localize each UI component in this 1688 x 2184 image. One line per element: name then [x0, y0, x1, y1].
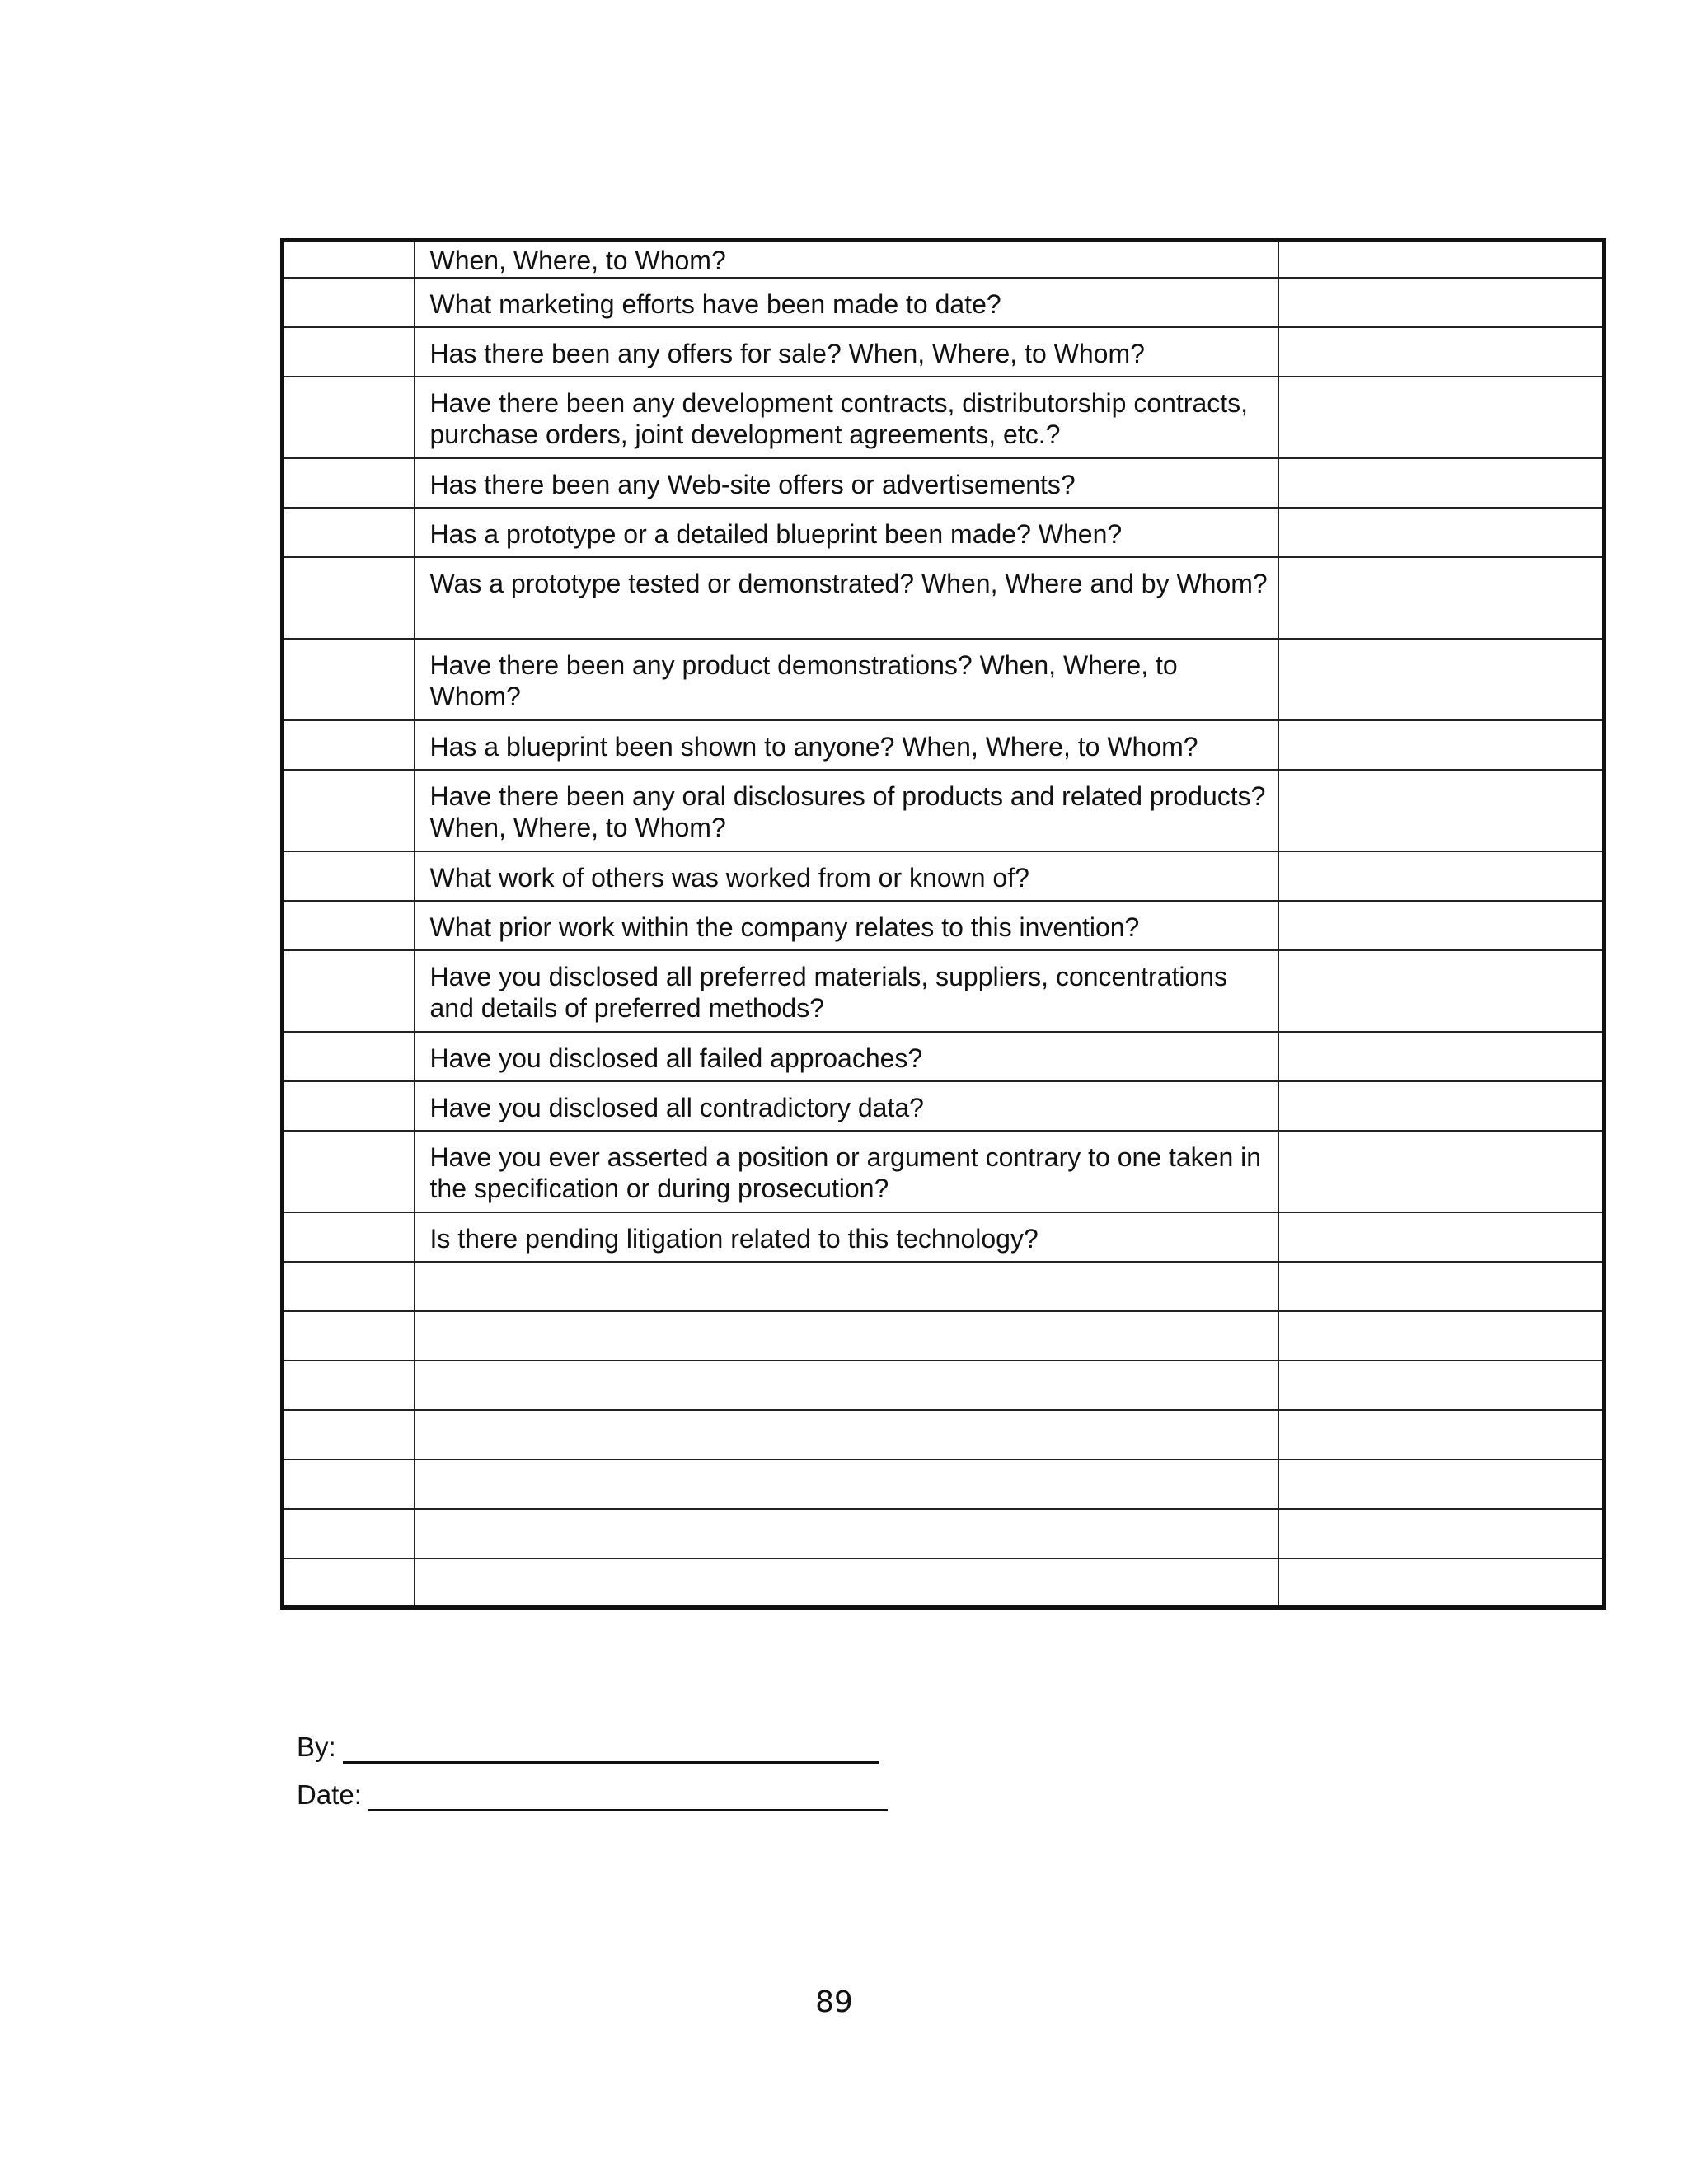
question-cell: When, Where, to Whom?	[415, 241, 1278, 278]
row-number-cell	[283, 1032, 415, 1081]
table-row	[283, 1361, 1605, 1410]
page-number: 89	[815, 1985, 853, 2019]
table-row	[283, 639, 1605, 720]
date-signature-line[interactable]	[368, 1784, 888, 1811]
answer-cell	[1278, 1361, 1605, 1410]
row-number-cell	[283, 639, 415, 720]
table-row	[283, 327, 1605, 377]
answer-cell	[1278, 1311, 1605, 1361]
row-number-cell	[283, 1311, 415, 1361]
answer-cell	[1278, 557, 1605, 639]
table-row	[283, 901, 1605, 950]
by-signature-line[interactable]	[343, 1736, 879, 1764]
row-number-cell	[283, 851, 415, 901]
row-number-cell	[283, 1410, 415, 1460]
question-cell: Has there been any Web-site offers or advertisements?	[415, 458, 1278, 508]
row-number-cell	[283, 901, 415, 950]
signature-by-field	[297, 1731, 879, 1764]
question-cell: Has a blueprint been shown to anyone? When, Where, to Whom?	[415, 720, 1278, 770]
table-row	[283, 1460, 1605, 1509]
table-row	[283, 458, 1605, 508]
question-cell: Have there been any development contracts, distributorship contracts, purchase orders, joint development agreements, etc.?	[415, 377, 1278, 458]
answer-cell	[1278, 1212, 1605, 1262]
table-row	[283, 1262, 1605, 1311]
question-cell: Has there been any offers for sale? When, Where, to Whom?	[415, 327, 1278, 377]
answer-cell	[1278, 639, 1605, 720]
table-row	[283, 720, 1605, 770]
question-cell: What marketing efforts have been made to date?	[415, 278, 1278, 327]
answer-cell	[1278, 458, 1605, 508]
row-number-cell	[283, 1361, 415, 1410]
answer-cell	[1278, 1558, 1605, 1608]
row-number-cell	[283, 557, 415, 639]
row-number-cell	[283, 327, 415, 377]
answer-cell	[1278, 1032, 1605, 1081]
question-cell: Have there been any oral disclosures of products and related products? When, Where, to Whom?	[415, 770, 1278, 851]
question-cell: Have you disclosed all failed approaches?	[415, 1032, 1278, 1081]
answer-cell	[1278, 377, 1605, 458]
disclosure-checklist-table	[280, 238, 1606, 1610]
question-cell	[415, 1410, 1278, 1460]
answer-cell	[1278, 851, 1605, 901]
answer-cell	[1278, 901, 1605, 950]
table-row	[283, 1212, 1605, 1262]
row-number-cell	[283, 950, 415, 1032]
row-number-cell	[283, 1460, 415, 1509]
question-cell: Has a prototype or a detailed blueprint been made? When?	[415, 508, 1278, 557]
answer-cell	[1278, 1131, 1605, 1212]
table-row	[283, 508, 1605, 557]
table-row	[283, 1311, 1605, 1361]
date-label: Date:	[297, 1779, 362, 1810]
row-number-cell	[283, 770, 415, 851]
answer-cell	[1278, 1460, 1605, 1509]
table-row	[283, 278, 1605, 327]
table-row	[283, 1081, 1605, 1131]
answer-cell	[1278, 508, 1605, 557]
answer-cell	[1278, 278, 1605, 327]
question-cell: Was a prototype tested or demonstrated? When, Where and by Whom?	[415, 557, 1278, 639]
question-cell	[415, 1460, 1278, 1509]
signature-date-field	[297, 1779, 888, 1811]
answer-cell	[1278, 1410, 1605, 1460]
row-number-cell	[283, 1509, 415, 1558]
table-row	[283, 1509, 1605, 1558]
question-cell: Is there pending litigation related to this technology?	[415, 1212, 1278, 1262]
table-row	[283, 950, 1605, 1032]
answer-cell	[1278, 770, 1605, 851]
row-number-cell	[283, 241, 415, 278]
table-row	[283, 770, 1605, 851]
row-number-cell	[283, 458, 415, 508]
question-cell: What work of others was worked from or known of?	[415, 851, 1278, 901]
answer-cell	[1278, 720, 1605, 770]
answer-cell	[1278, 1081, 1605, 1131]
question-cell	[415, 1262, 1278, 1311]
row-number-cell	[283, 377, 415, 458]
question-cell	[415, 1361, 1278, 1410]
table-row	[283, 851, 1605, 901]
row-number-cell	[283, 1558, 415, 1608]
row-number-cell	[283, 1212, 415, 1262]
table-row	[283, 557, 1605, 639]
table-row	[283, 1032, 1605, 1081]
row-number-cell	[283, 508, 415, 557]
question-cell	[415, 1558, 1278, 1608]
question-cell	[415, 1311, 1278, 1361]
answer-cell	[1278, 1509, 1605, 1558]
table-row	[283, 1410, 1605, 1460]
question-cell: What prior work within the company relates to this invention?	[415, 901, 1278, 950]
answer-cell	[1278, 1262, 1605, 1311]
question-cell: Have you disclosed all preferred materials, suppliers, concentrations and details of preferred methods?	[415, 950, 1278, 1032]
answer-cell	[1278, 327, 1605, 377]
row-number-cell	[283, 720, 415, 770]
row-number-cell	[283, 1131, 415, 1212]
question-cell	[415, 1509, 1278, 1558]
row-number-cell	[283, 1081, 415, 1131]
row-number-cell	[283, 1262, 415, 1311]
by-label: By:	[297, 1732, 336, 1762]
table-row	[283, 241, 1605, 278]
table-row	[283, 1558, 1605, 1608]
table-row	[283, 1131, 1605, 1212]
answer-cell	[1278, 950, 1605, 1032]
question-cell: Have you ever asserted a position or argument contrary to one taken in the specification or during prosecution?	[415, 1131, 1278, 1212]
row-number-cell	[283, 278, 415, 327]
answer-cell	[1278, 241, 1605, 278]
question-cell: Have there been any product demonstrations? When, Where, to Whom?	[415, 639, 1278, 720]
table-row	[283, 377, 1605, 458]
question-cell: Have you disclosed all contradictory data?	[415, 1081, 1278, 1131]
